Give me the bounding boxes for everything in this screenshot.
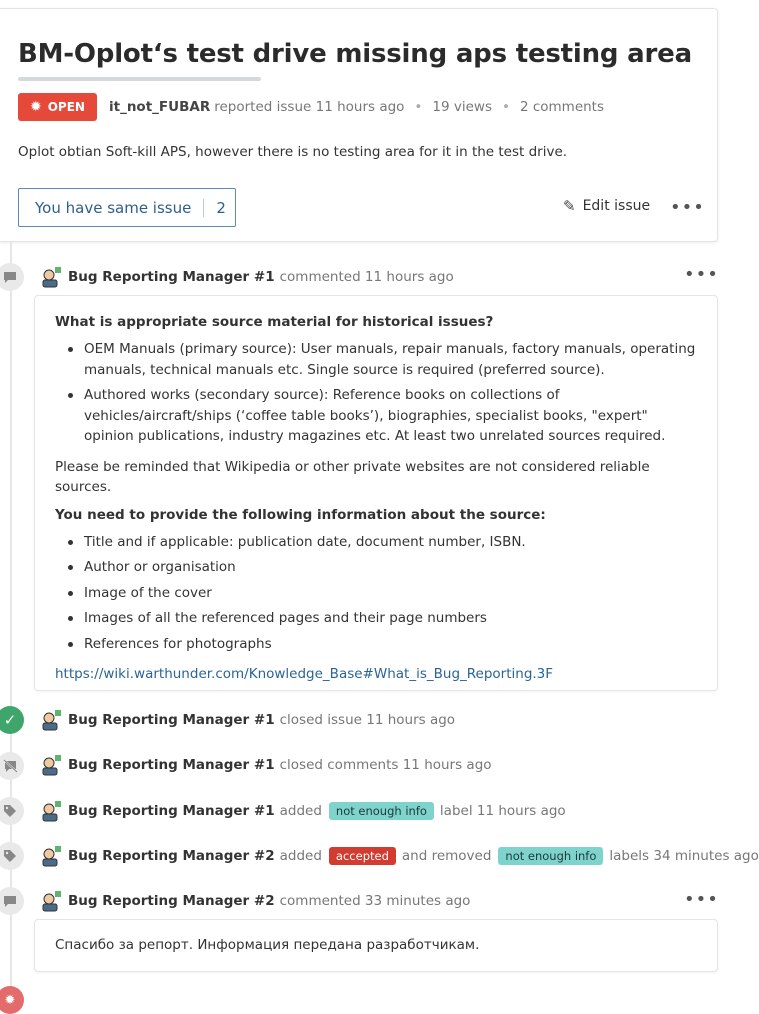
comment-timestamp: commented 33 minutes ago xyxy=(279,893,471,909)
list-item: Images of all the referenced pages and their page numbers xyxy=(55,608,697,629)
event-text: closed issue 11 hours ago xyxy=(279,712,456,728)
list-item: References for photographs xyxy=(55,634,697,655)
issue-description: Oplot obtian Soft-kill APS, however there is no testing area for it in the test drive. xyxy=(18,144,568,160)
avatar[interactable] xyxy=(40,845,62,867)
event-text: added xyxy=(279,803,322,819)
meta-separator: • xyxy=(501,99,510,115)
issue-meta xyxy=(18,93,604,121)
edit-issue-label: Edit issue xyxy=(582,198,651,214)
comment-heading: What is appropriate source material for historical issues? xyxy=(55,314,494,330)
label-not-enough-info[interactable]: not enough info xyxy=(329,802,434,820)
comment-icon xyxy=(0,263,24,291)
avatar[interactable] xyxy=(40,266,62,288)
title-underline xyxy=(18,77,261,81)
event-actor[interactable]: Bug Reporting Manager #1 xyxy=(68,712,275,728)
more-options-icon[interactable]: ••• xyxy=(670,197,705,218)
edit-issue-button[interactable] xyxy=(563,197,650,215)
comments-count[interactable]: 2 comments xyxy=(519,99,605,115)
comment-heading: You need to provide the following information about the source: xyxy=(55,506,546,523)
event-text: labels 34 minutes ago xyxy=(609,848,759,864)
bug-icon: ✹ xyxy=(30,99,42,115)
avatar[interactable] xyxy=(40,709,62,731)
source-list xyxy=(55,339,697,447)
info-list xyxy=(55,532,697,655)
issue-action: reported issue 11 hours ago xyxy=(214,99,405,115)
same-issue-button[interactable] xyxy=(18,188,236,227)
views-count: 19 views xyxy=(432,99,492,115)
avatar[interactable] xyxy=(40,754,62,776)
comment-header xyxy=(40,889,470,913)
event-closed-issue xyxy=(40,708,455,732)
issue-header-card xyxy=(0,8,718,242)
event-actor[interactable]: Bug Reporting Manager #1 xyxy=(68,803,275,819)
list-item: Image of the cover xyxy=(55,583,697,604)
event-text: added xyxy=(279,848,322,864)
avatar[interactable] xyxy=(40,890,62,912)
event-text: label 11 hours ago xyxy=(439,803,566,819)
comment-body xyxy=(34,295,718,691)
event-actor[interactable]: Bug Reporting Manager #1 xyxy=(68,757,275,773)
comment-timestamp: commented 11 hours ago xyxy=(279,269,454,285)
comment-author[interactable]: Bug Reporting Manager #1 xyxy=(68,269,275,285)
comment-text: Спасибо за репорт. Информация передана разработчикам. xyxy=(55,937,480,953)
same-issue-label: You have same issue xyxy=(19,199,204,217)
status-badge xyxy=(18,93,97,121)
wiki-link[interactable]: https://wiki.warthunder.com/Knowledge_Base#What_is_Bug_Reporting.3F xyxy=(55,666,554,682)
reminder-text: Please be reminded that Wikipedia or other private websites are not considered reliable sources. xyxy=(55,458,650,495)
event-labels-changed xyxy=(40,844,759,868)
event-text: and removed xyxy=(401,848,492,864)
bug-icon: ✹ xyxy=(0,986,24,1014)
list-item: Authored works (secondary source): Reference books on collections of vehicles/aircraft/ships (‘coffee table books’), biographies, specialist books, "expert" opinion publications, industry magazines etc. At least two unrelated sources required. xyxy=(55,385,697,447)
meta-separator: • xyxy=(414,99,423,115)
comment-more-icon[interactable]: ••• xyxy=(684,889,719,910)
same-issue-count: 2 xyxy=(216,198,226,217)
issue-title: BM-Oplot‘s test drive missing aps testing area xyxy=(18,39,692,69)
status-label: OPEN xyxy=(47,100,85,114)
issue-author[interactable]: it_not_FUBAR xyxy=(108,99,211,115)
check-circle-icon: ✓ xyxy=(0,706,24,734)
label-not-enough-info[interactable]: not enough info xyxy=(498,847,603,865)
comment-off-icon xyxy=(0,752,24,780)
avatar[interactable] xyxy=(40,800,62,822)
comment-header xyxy=(40,265,454,289)
list-item: Title and if applicable: publication date, document number, ISBN. xyxy=(55,532,697,553)
event-label-added xyxy=(40,799,566,823)
tag-icon xyxy=(0,842,24,870)
comment-more-icon[interactable]: ••• xyxy=(684,264,719,285)
list-item: OEM Manuals (primary source): User manuals, repair manuals, factory manuals, operating manuals, technical manuals etc. Single source is required (preferred source). xyxy=(55,339,697,380)
pencil-icon: ✎ xyxy=(563,197,576,215)
event-text: closed comments 11 hours ago xyxy=(279,757,492,773)
tag-icon xyxy=(0,797,24,825)
event-closed-comments xyxy=(40,753,492,777)
list-item: Author or organisation xyxy=(55,557,697,578)
label-accepted[interactable]: accepted xyxy=(329,847,396,865)
event-actor[interactable]: Bug Reporting Manager #2 xyxy=(68,848,275,864)
comment-author[interactable]: Bug Reporting Manager #2 xyxy=(68,893,275,909)
comment-body xyxy=(34,919,718,972)
comment-icon xyxy=(0,887,24,915)
